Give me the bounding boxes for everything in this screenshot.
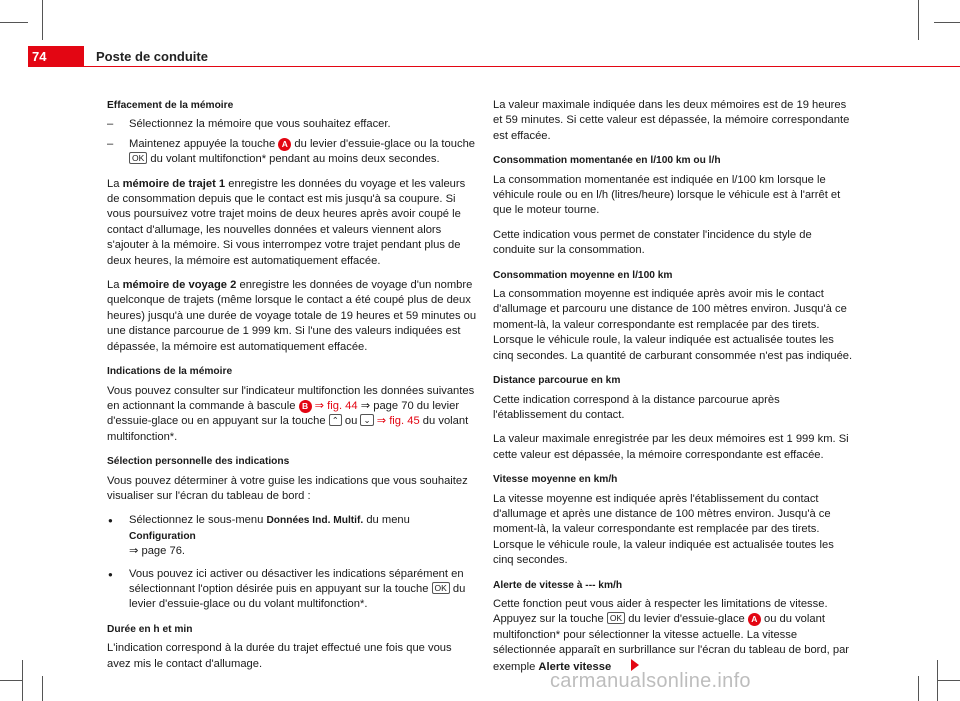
section-heading: Durée en h et min xyxy=(107,623,193,635)
bullet-item: ● Sélectionnez le sous-menu Données Ind. Multif. du menu Configuration ⇒ page 76. xyxy=(107,513,477,559)
section-heading: Effacement de la mémoire xyxy=(107,100,234,111)
paragraph: La valeur maximale indiquée dans les deux mémoires est de 19 heures et 59 minutes. Si cette valeur est dépassée, la mémoire correspondante est effacée. xyxy=(493,99,850,142)
crop-mark xyxy=(918,0,919,40)
step-item: – Sélectionnez la mémoire que vous souhaitez effacer. xyxy=(107,117,477,132)
section-heading: Alerte de vitesse à --- km/h xyxy=(493,579,623,591)
crop-mark xyxy=(0,680,22,681)
section-heading: Consommation momentanée en l/100 km ou l/h xyxy=(493,155,721,167)
ok-key-icon: OK xyxy=(129,152,147,164)
key-b-icon: B xyxy=(299,400,312,413)
paragraph: Vous pouvez consulter sur l'indicateur multifonction les données suivantes en actionnant la commande à bascule B ⇒ fig. 44 ⇒ page 70 du levier d'essuie-glace ou en appuyant sur la touche ⌃ ou ⌄ ⇒ fig. 45 du volant multifonction*. xyxy=(107,384,475,443)
page-number: 74 xyxy=(32,49,47,64)
paragraph: L'indication correspond à la durée du trajet effectué une fois que vous avez mis le contact d'allumage. xyxy=(107,642,452,670)
page-title: Poste de conduite xyxy=(96,49,208,64)
paragraph: La consommation momentanée est indiquée en l/100 km lorsque le véhicule roule ou en l/h (litres/heure) lorsque le véhicule est à l'arrêt et que le moteur tourne. xyxy=(493,173,841,217)
key-a-icon: A xyxy=(278,138,291,151)
section-heading: Consommation moyenne en l/100 km xyxy=(493,269,673,281)
paragraph: La vitesse moyenne est indiquée après l'établissement du contact d'allumage et après une distance de 100 mètres environ. Jusqu'à ce moment-là, la valeur correspondante est remplacée par des tirets. Lorsque le véhicule roule, la valeur indiquée est actualisée toutes les cinq secondes. xyxy=(493,492,834,567)
paragraph: Cette fonction peut vous aider à respecter les limitations de vitesse. Appuyez sur la touche OK du levier d'essuie-glace A ou du volant multifonction* pour sélectionner la vitesse actuelle. La vitesse sélectionnée apparaît en surbrillance sur l'écran du tableau de bord, par exemple Alerte vitesse xyxy=(493,597,850,673)
bullet-item: ● Vous pouvez ici activer ou désactiver les indications séparément en sélectionnant l'option désirée puis en appuyant sur la touche OK du levier d'essuie-glace ou du volant multifonction*. xyxy=(107,567,477,613)
paragraph: La mémoire de voyage 2 enregistre les données de voyage d'un nombre quelconque de trajets (même lorsque le contact a été coupé plus de deux heures) jusqu'à une durée de voyage totale de 19 heures et 59 minutes ou une distance parcourue de 1 999 km. Si l'une des valeurs indiquées est dépassée, la mémoire est automatiquement effacée. xyxy=(107,279,477,353)
watermark: carmanualsonline.info xyxy=(550,670,751,692)
paragraph: Cette indication vous permet de constater l'incidence du style de conduite sur la consommation. xyxy=(493,228,812,257)
down-key-icon: ⌄ xyxy=(360,414,373,426)
crop-mark xyxy=(934,22,960,23)
ok-key-icon: OK xyxy=(432,582,450,594)
header-rule xyxy=(84,66,960,67)
section-heading: Indications de la mémoire xyxy=(107,366,233,378)
paragraph: La mémoire de trajet 1 enregistre les données du voyage et les valeurs de consommation depuis que le contact est mis jusqu'à sa coupure. Si vous poursuivez votre trajet moins de deux heures après avoir coupé le contact d'allumage, les nouvelles données et valeurs viennent alors s'ajouter à la mémoire. Si vous interrompez votre trajet pendant plus de deux heures, la mémoire est automatiquement effacée. xyxy=(107,177,466,267)
crop-mark xyxy=(42,676,43,701)
crop-mark xyxy=(0,22,28,23)
figure-link[interactable]: ⇒ fig. 45 xyxy=(373,415,420,428)
figure-link[interactable]: ⇒ fig. 44 xyxy=(311,399,358,412)
paragraph: La consommation moyenne est indiquée après avoir mis le contact d'allumage et parcouru une distance de 100 mètres environ. Jusqu'à ce moment-là, la valeur correspondante est remplacée par des tirets. Lorsque le véhicule roule, la valeur indiquée est actualisée toutes les cinq secondes. La quantité de carburant consommée n'est pas indiquée. xyxy=(493,288,853,362)
up-key-icon: ⌃ xyxy=(329,414,342,426)
section-heading: Distance parcourue en km xyxy=(493,375,621,387)
right-column xyxy=(493,98,855,684)
key-a-icon: A xyxy=(748,613,761,626)
header-background xyxy=(84,46,960,67)
step-item: – Maintenez appuyée la touche A du levier d'essuie-glace ou la touche OK du volant multifonction* pendant au moins deux secondes. xyxy=(107,137,477,168)
continue-arrow-icon xyxy=(631,659,639,671)
crop-mark xyxy=(918,676,919,701)
crop-mark xyxy=(937,680,960,681)
paragraph: Cette indication correspond à la distance parcourue après l'établissement du contact. xyxy=(493,393,780,421)
section-heading: Vitesse moyenne en km/h xyxy=(493,474,618,486)
paragraph: Vous pouvez déterminer à votre guise les indications que vous souhaitez visualiser sur l'écran du tableau de bord : xyxy=(107,474,468,502)
crop-mark xyxy=(22,660,23,701)
crop-mark xyxy=(42,0,43,40)
left-column xyxy=(107,98,477,681)
paragraph: La valeur maximale enregistrée par les deux mémoires est 1 999 km. Si cette valeur est dépassée, la mémoire correspondante est effacée. xyxy=(493,433,849,461)
section-heading: Sélection personnelle des indications xyxy=(107,456,290,468)
ok-key-icon: OK xyxy=(607,612,625,624)
